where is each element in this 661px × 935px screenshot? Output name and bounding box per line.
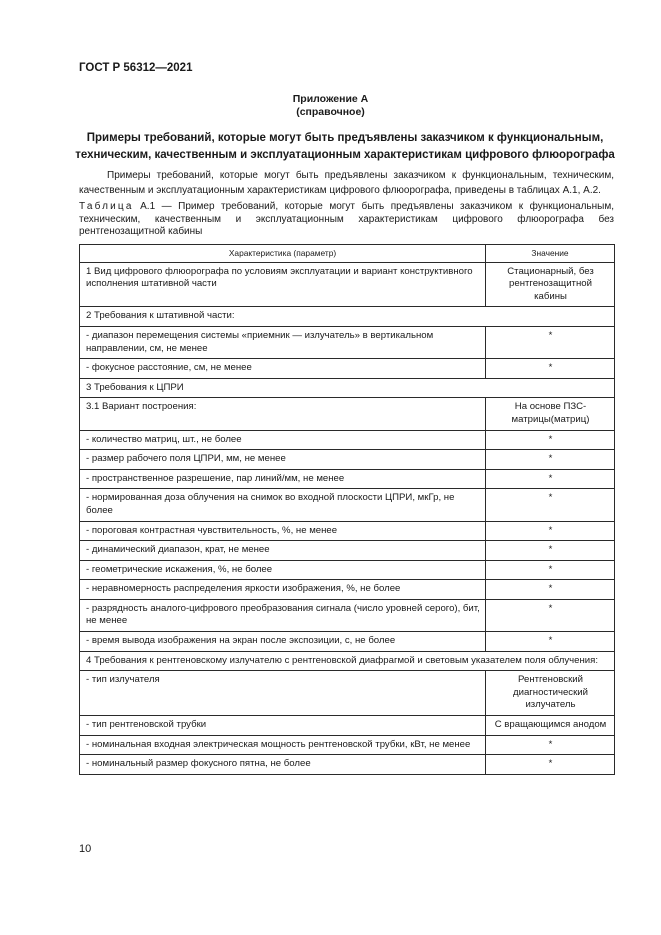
param-cell: - динамический диапазон, крат, не менее [80, 541, 486, 561]
table-caption [79, 201, 614, 239]
value-cell: На основе ПЗС-матрицы(матриц) [486, 398, 615, 430]
value-cell: * [486, 599, 615, 631]
table-row [80, 307, 615, 327]
value-cell: * [486, 560, 615, 580]
param-cell: 4 Требования к рентгеновскому излучателю с рентгеновской диафрагмой и световым указателем поля облучения: [80, 651, 615, 671]
table-row [80, 489, 615, 521]
table-row [80, 735, 615, 755]
table-row [80, 541, 615, 561]
page-number: 10 [79, 843, 92, 855]
table-row [80, 716, 615, 736]
table-row [80, 430, 615, 450]
param-cell: - неравномерность распределения яркости изображения, %, не более [80, 580, 486, 600]
table-body [80, 262, 615, 774]
param-cell: - количество матриц, шт., не более [80, 430, 486, 450]
heading-line-2: техническим, качественным и эксплуатационным характеристикам цифрового флюорографа [75, 149, 615, 161]
table-row [80, 755, 615, 775]
value-cell: * [486, 450, 615, 470]
param-cell: 2 Требования к штативной части: [80, 307, 615, 327]
param-cell: - пороговая контрастная чувствительность, %, не менее [80, 521, 486, 541]
param-cell: - геометрические искажения, %, не более [80, 560, 486, 580]
table-row [80, 560, 615, 580]
param-cell: - нормированная доза облучения на снимок во входной плоскости ЦПРИ, мкГр, не более [80, 489, 486, 521]
value-cell: Рентгеновский диагностический излучатель [486, 671, 615, 716]
standard-number: ГОСТ Р 56312—2021 [79, 62, 193, 74]
value-cell: * [486, 735, 615, 755]
table-caption-text: А.1 — Пример требований, которые могут быть предъявлены заказчиком к функциональным, техническим, качественным и эксплуатационным характеристикам цифрового флюорографа без рентгенозащитной кабины [79, 201, 614, 237]
value-cell: * [486, 632, 615, 652]
table-row [80, 469, 615, 489]
param-cell: - номинальный размер фокусного пятна, не более [80, 755, 486, 775]
value-cell: С вращающимся анодом [486, 716, 615, 736]
value-cell: * [486, 580, 615, 600]
value-cell: * [486, 521, 615, 541]
appendix-title: Приложение А [292, 93, 369, 105]
appendix-type: (справочное) [296, 106, 365, 118]
param-cell: - диапазон перемещения системы «приемник — излучатель» в вертикальном направлении, см, не менее [80, 326, 486, 358]
table-row [80, 398, 615, 430]
table-row [80, 580, 615, 600]
value-cell: * [486, 359, 615, 379]
table-row [80, 632, 615, 652]
value-cell: * [486, 430, 615, 450]
table-row [80, 359, 615, 379]
value-cell: * [486, 469, 615, 489]
section-heading [70, 130, 620, 164]
value-cell: * [486, 541, 615, 561]
value-cell: Стационарный, без рентгенозащитной кабины [486, 262, 615, 307]
param-cell: - разрядность аналого-цифрового преобразования сигнала (число уровней серого), бит, не менее [80, 599, 486, 631]
value-cell: * [486, 755, 615, 775]
value-cell: * [486, 326, 615, 358]
table-row [80, 651, 615, 671]
param-cell: 1 Вид цифрового флюорографа по условиям эксплуатации и вариант конструктивного исполнения штативной части [80, 262, 486, 307]
table-caption-word: Таблица [79, 201, 134, 212]
table-row [80, 378, 615, 398]
param-cell: - тип рентгеновской трубки [80, 716, 486, 736]
intro-paragraph: Примеры требований, которые могут быть предъявлены заказчиком к функциональным, техническим, качественным и эксплуатационным характеристикам цифрового флюорографа, приведены в таблицах А.1, А.2. [79, 170, 614, 196]
table-row [80, 450, 615, 470]
param-cell: - фокусное расстояние, см, не менее [80, 359, 486, 379]
param-cell: - номинальная входная электрическая мощность рентгеновской трубки, кВт, не менее [80, 735, 486, 755]
param-cell: - размер рабочего поля ЦПРИ, мм, не менее [80, 450, 486, 470]
table-row [80, 326, 615, 358]
value-cell: * [486, 489, 615, 521]
requirements-table [79, 244, 615, 775]
table-row [80, 671, 615, 716]
table-row [80, 599, 615, 631]
param-cell: - время вывода изображения на экран после экспозиции, с, не более [80, 632, 486, 652]
param-cell: - пространственное разрешение, пар линий/мм, не менее [80, 469, 486, 489]
param-column-header: Характеристика (параметр) [80, 245, 486, 263]
heading-line-1: Примеры требований, которые могут быть предъявлены заказчиком к функциональным, [86, 132, 604, 144]
param-cell: 3.1 Вариант построения: [80, 398, 486, 430]
table-row [80, 521, 615, 541]
param-cell: - тип излучателя [80, 671, 486, 716]
param-cell: 3 Требования к ЦПРИ [80, 378, 615, 398]
table-row [80, 262, 615, 307]
value-column-header: Значение [486, 245, 615, 263]
table-header-row [80, 245, 615, 263]
